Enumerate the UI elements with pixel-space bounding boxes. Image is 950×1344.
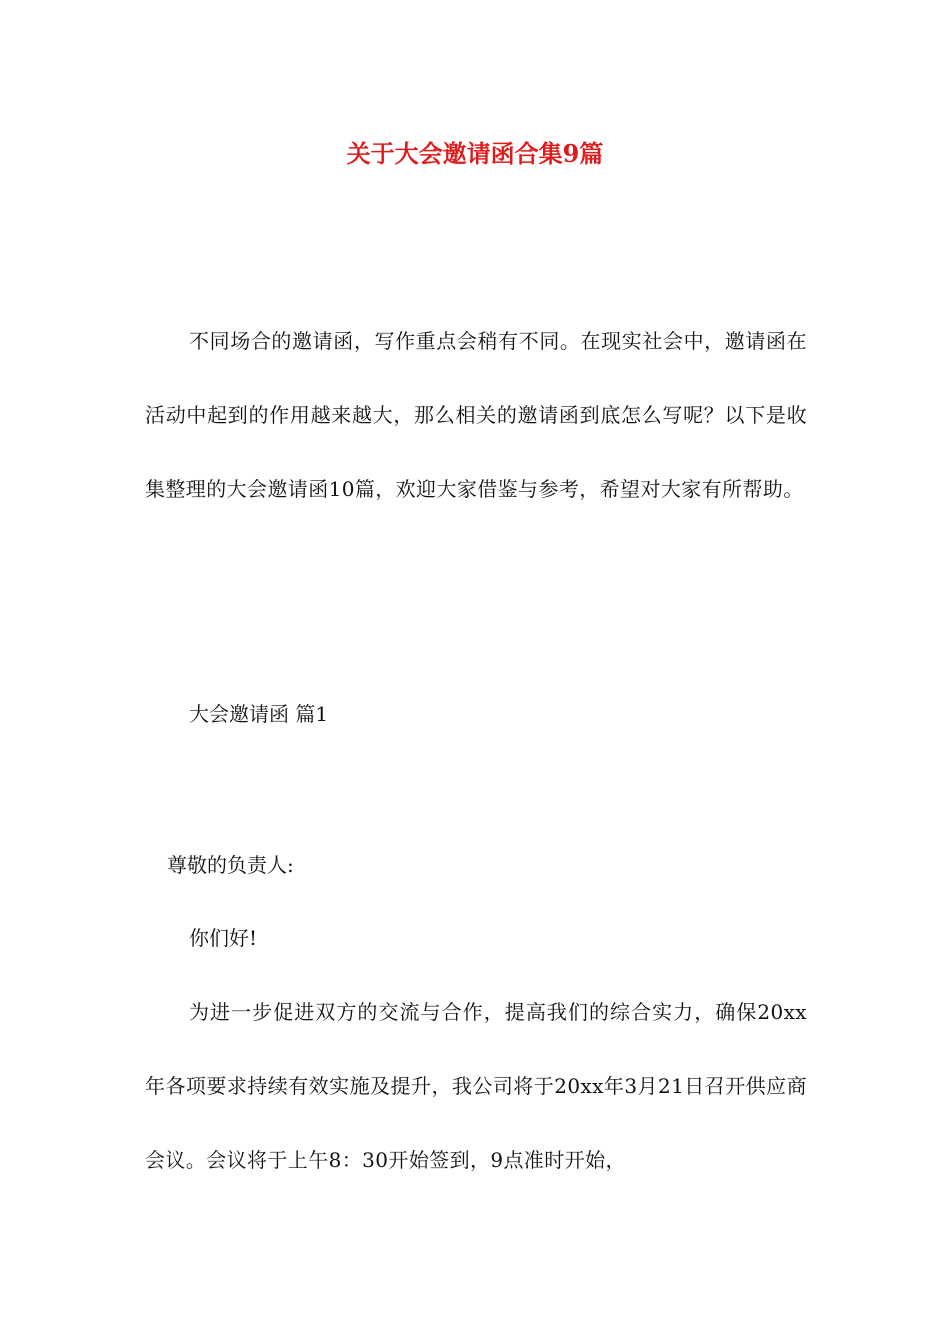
body-paragraph: 为进一步促进双方的交流与合作，提高我们的综合实力，确保20xx年各项要求持续有效实施及提升，我公司将于20xx年3月21日召开供应商会议。会议将于上午8：30开始签到，9点准时开始，: [145, 1000, 807, 1172]
salutation: 尊敬的负责人:: [167, 853, 294, 877]
document-title: 关于大会邀请函合集9篇: [346, 139, 604, 168]
section-heading: 大会邀请函 篇1: [189, 702, 329, 726]
greeting: 你们好!: [189, 926, 258, 950]
intro-paragraph: 不同场合的邀请函，写作重点会稍有不同。在现实社会中，邀请函在活动中起到的作用越来越大，那么相关的邀请函到底怎么写呢？以下是收集整理的大会邀请函10篇，欢迎大家借鉴与参考，希望对大家有所帮助。: [145, 329, 807, 501]
